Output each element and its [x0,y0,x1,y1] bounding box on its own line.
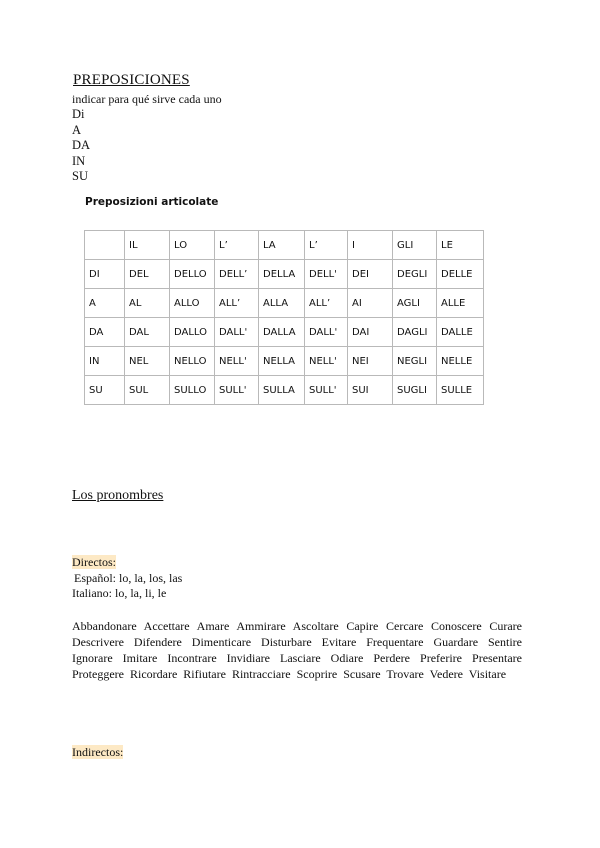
table-header-cell: I [348,231,393,260]
table-cell: IN [85,347,125,376]
indirectos-label-text: Indirectos: [72,745,124,759]
table-row [85,289,484,318]
table-cell: DEL [125,260,170,289]
table-header-cell: LO [170,231,215,260]
table-cell: ALL’ [215,289,259,318]
table-header-cell: IL [125,231,170,260]
table-cell: SUGLI [393,376,437,405]
table-header-cell: GLI [393,231,437,260]
table-cell: AI [348,289,393,318]
table-cell: DALL' [305,318,348,347]
table-cell: SU [85,376,125,405]
table-cell: AGLI [393,289,437,318]
table-cell: NELLA [259,347,305,376]
table-cell: DALLE [437,318,484,347]
table-cell: ALLO [170,289,215,318]
table-row [85,347,484,376]
page-title: PREPOSICIONES [73,72,190,88]
table-cell: DELLO [170,260,215,289]
table-caption: Preposizioni articolate [85,196,219,208]
table-cell: SUI [348,376,393,405]
preposition-item: DA [72,138,91,152]
table-cell: ALLE [437,289,484,318]
preposition-list [72,107,90,185]
verb-list: Abbandonare Accettare Amare Ammirare Ascoltare Capire Cercare Conoscere Curare Descrivere Difendere Dimenticare Disturbare Evitare Frequentare Guardare Sentire Ignorare Imitare Incontrare Invidiare Lasciare Odiare Perdere Preferire Presentare Proteggere Ricordare Rifiutare Rintracciare Scoprire Scusare Trovare Vedere Visitare [72,619,522,681]
table-cell: DAGLI [393,318,437,347]
table-cell: DELLE [437,260,484,289]
table-header-row [85,231,484,260]
table-cell: DALLO [170,318,215,347]
table-cell: NEGLI [393,347,437,376]
table-cell: NELLE [437,347,484,376]
table-header-cell: L’ [215,231,259,260]
table-cell: DI [85,260,125,289]
table-cell: AL [125,289,170,318]
table-cell: SULL' [305,376,348,405]
table-cell: SULLE [437,376,484,405]
table-row [85,318,484,347]
preposition-item: IN [72,153,86,168]
table-cell: DELLA [259,260,305,289]
table-cell: SULL' [215,376,259,405]
table-header-cell: LA [259,231,305,260]
table-cell: DA [85,318,125,347]
table-header-cell: L’ [305,231,348,260]
table-cell: NELL' [305,347,348,376]
table-cell: DEGLI [393,260,437,289]
table-cell: SUL [125,376,170,405]
table-cell: SULLO [170,376,215,405]
table-cell: DALLA [259,318,305,347]
table-cell: NELL' [215,347,259,376]
table-cell: ALL’ [305,289,348,318]
table-header-cell: LE [437,231,484,260]
table-row [85,376,484,405]
preposition-item: Di [72,107,85,121]
preposition-item: A [72,122,82,137]
espanol-pronouns-line: Español: lo, la, los, las [74,571,183,585]
table-cell: DAI [348,318,393,347]
table-cell: NEL [125,347,170,376]
pronombres-heading: Los pronombres [72,488,164,503]
directos-label [72,555,116,570]
table-cell: DELL' [305,260,348,289]
subtitle: indicar para qué sirve cada uno [72,92,222,106]
table-row [85,260,484,289]
italiano-pronouns-line: Italiano: lo, la, li, le [72,586,167,600]
table-cell: DELL’ [215,260,259,289]
table-cell: DAL [125,318,170,347]
preposition-item: SU [72,169,88,183]
table-cell: DEI [348,260,393,289]
table-cell: NEI [348,347,393,376]
table-cell: DALL' [215,318,259,347]
table-cell: SULLA [259,376,305,405]
table-header-cell [85,231,125,260]
table-cell: ALLA [259,289,305,318]
directos-label-text: Directos: [72,555,116,569]
indirectos-label [72,745,123,760]
table-cell: NELLO [170,347,215,376]
preposizioni-articolate-table [84,230,484,405]
table-cell: A [85,289,125,318]
